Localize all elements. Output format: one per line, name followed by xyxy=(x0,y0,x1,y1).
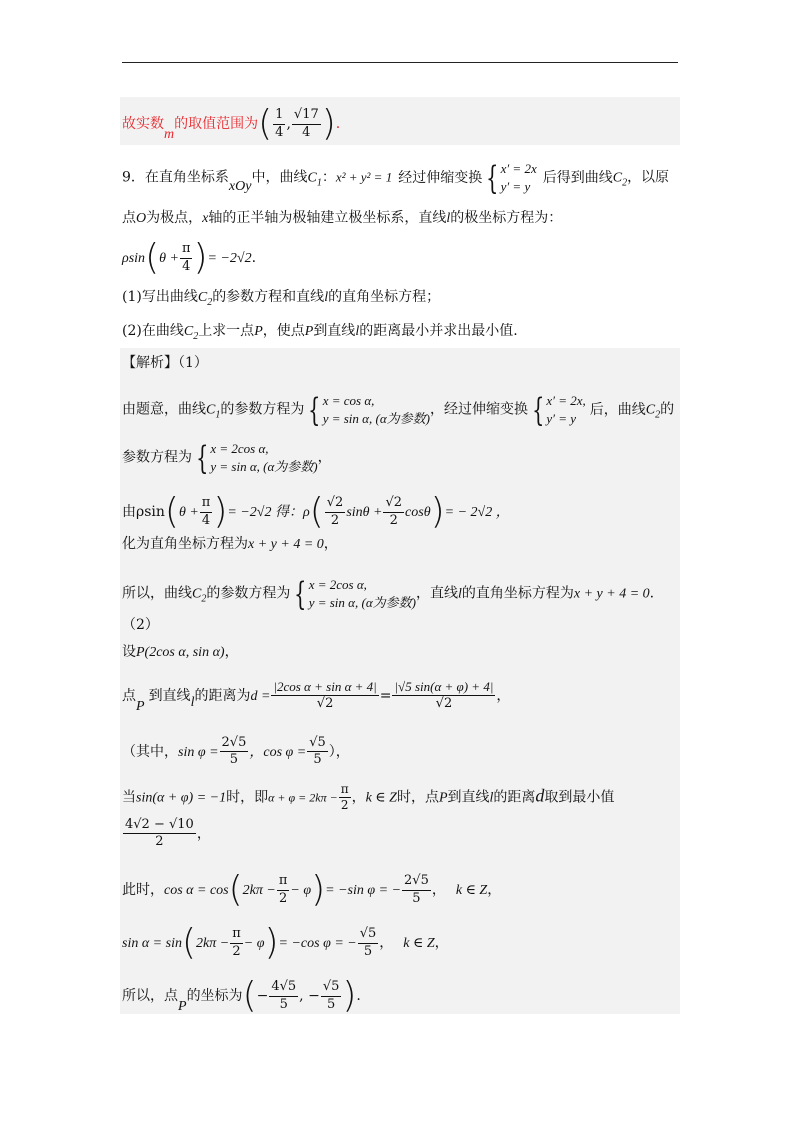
min-value: $\frac{4√2 - √10}{2}$ ， xyxy=(125,817,211,850)
prev-conclusion: 故实数m的取值范围为( $\frac{1}{4}$ , $\frac{√17}{4}$ ). xyxy=(122,103,341,144)
final-answer: 所以，点P的坐标为(− $\frac{4√5}{5}$ , − $\frac{√5}{5}$ ). xyxy=(122,975,361,1016)
cos-alpha-line: 此时，cos α = cos(2kπ − $\frac{\pi}{2}$ − φ)= −sin φ = − $\frac{2√5}{5}$ ， k ∈ Z， xyxy=(122,869,502,910)
solution-line-5: 所以，曲线$C_2$的参数方程为 { x = 2cos α, y = sin α, (α为参数) ，直线l的直角坐标方程为x + y + 4 = 0. xyxy=(122,574,655,613)
solution-heading: 【解析】（1） xyxy=(122,355,208,371)
solution-line-2: 参数方程为 { x = 2cos α, y = sin α, (α为参数) ， xyxy=(122,438,332,477)
solution-line-4: 化为直角坐标方程为x + y + 4 = 0， xyxy=(122,536,338,552)
header-rule xyxy=(122,62,678,63)
problem-line-1: 9．在直角坐标系xOy中，曲线$C_1$：x² + y² = 1 经过伸缩变换 { x′ = 2x y′ = y 后得到曲线$C_2$，以原 xyxy=(122,158,670,197)
solution-line-3: 由ρsin(θ + $\frac{\pi}{4}$ )= −2√2 得：ρ( $\frac{√2}{2}$ sinθ + $\frac{√2}{2}$ cosθ)= − 2√2 ， xyxy=(122,491,510,532)
distance-formula: 点P到直线l的距离为d = $\frac{\text{|2cos α + sin α + 4|}}{√2}$ = $\frac{|√5 \sin(\alpha + \varphi) + 4|}{√2}$ ， xyxy=(122,679,511,714)
solution-line-8: （其中，sin φ = $\frac{2√5}{5}$ ，cos φ = $\frac{√5}{5}$ ）， xyxy=(122,735,350,768)
question-2: (2)在曲线$C_2$上求一点P，使点P到直线l的距离最小并求出最小值. xyxy=(122,323,518,342)
math-var: m xyxy=(164,127,175,142)
fraction: $\frac{1}{4}$ xyxy=(275,107,284,140)
text: 故实数 xyxy=(122,116,164,132)
paren: ( xyxy=(258,103,273,144)
solution-line-1: 由题意，曲线$C_1$的参数方程为 { x = cos α, y = sin α, (α为参数) ，经过伸缩变换 { x′ = 2x, y′ = y 后，曲线$C_2$的 xyxy=(122,390,675,429)
part-2-heading: （2） xyxy=(122,617,159,633)
text: 的取值范围为 xyxy=(174,116,259,132)
polar-equation: ρsin(θ + $\frac{\pi}{4}$ )= −2√2. xyxy=(122,237,257,278)
solution-line-9: 当sin(α + φ) = −1时，即α + φ = 2kπ − $\frac{\pi}{2}$ ，k ∈ Z时，点P到直线l的距离d取到最小值 xyxy=(122,782,615,813)
transform-system: { x′ = 2x y′ = y xyxy=(486,158,537,197)
question-1: (1)写出曲线$C_2$的参数方程和直线l的直角坐标方程； xyxy=(122,289,441,308)
solution-line-6: 设P(2cos α, sin α)， xyxy=(122,644,239,660)
fraction: $\frac{√17}{4}$ xyxy=(293,107,319,140)
sin-alpha-line: sin α = sin(2kπ − $\frac{\pi}{2}$ − φ)= −cos φ = − $\frac{√5}{5}$ ， k ∈ Z， xyxy=(122,922,449,963)
problem-line-2: 点O为极点，x轴的正半轴为极轴建立极坐标系，直线l的极坐标方程为： xyxy=(122,210,563,226)
paren: ) xyxy=(321,103,336,144)
